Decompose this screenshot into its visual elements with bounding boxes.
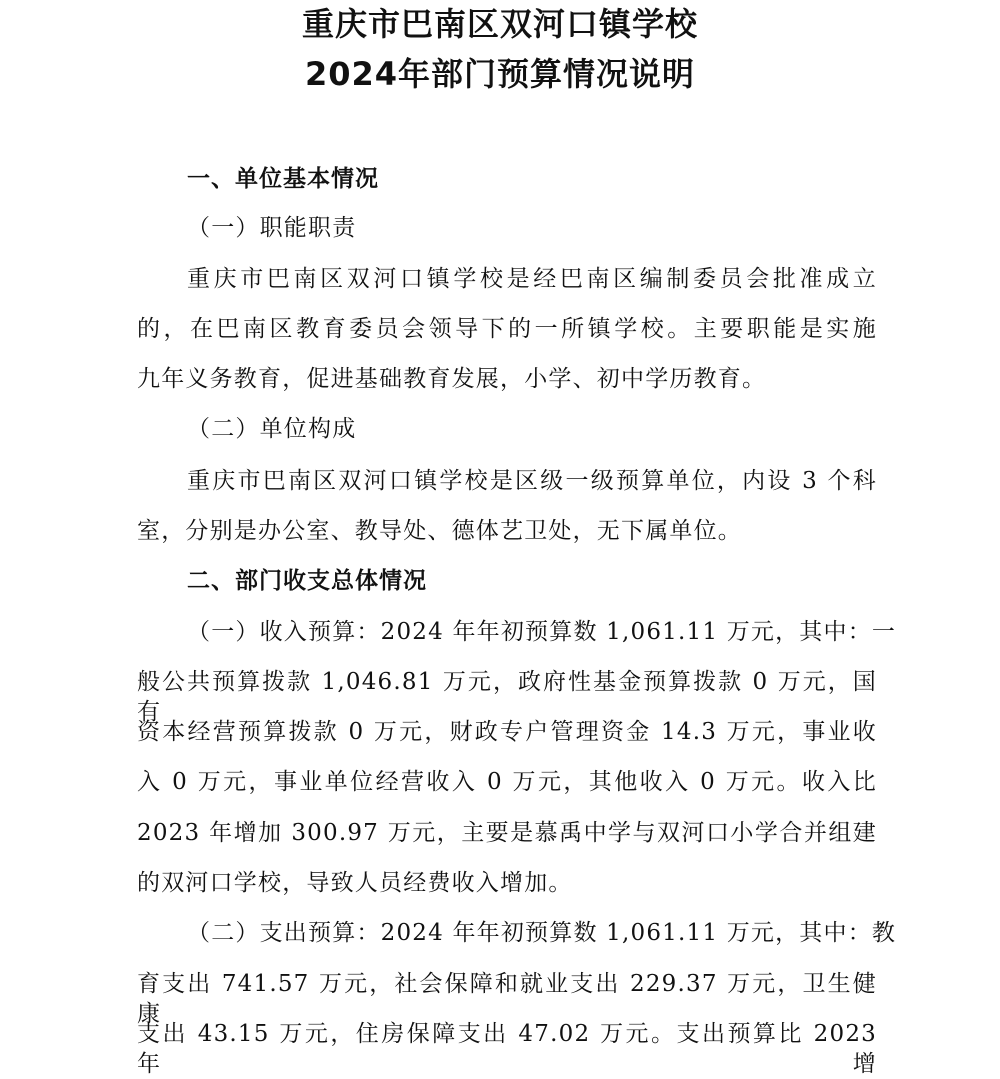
section1-sub2-heading: （二）单位构成 xyxy=(187,416,357,442)
income-line2: 般公共预算拨款 1,046.81 万元，政府性基金预算拨款 0 万元，国有 xyxy=(137,669,877,725)
document-title-line2: 2024年部门预算情况说明 xyxy=(304,55,696,93)
income-first-line xyxy=(187,617,897,647)
expense-line2: 育支出 741.57 万元，社会保障和就业支出 229.37 万元，卫生健康 xyxy=(137,971,877,1027)
section2-heading: 二、部门收支总体情况 xyxy=(187,568,427,594)
section1-sub1-heading: （一）职能职责 xyxy=(187,215,357,241)
section1-sub1-line3: 九年义务教育，促进基础教育发展，小学、初中学历教育。 xyxy=(137,366,767,392)
income-line5: 2023 年增加 300.97 万元，主要是慕禹中学与双河口小学合并组建 xyxy=(137,820,877,846)
expense-label: （二）支出预算： xyxy=(187,920,381,946)
income-line1: 2024 年年初预算数 1,061.11 万元，其中：一 xyxy=(380,619,897,645)
expense-line3: 支出 43.15 万元，住房保障支出 47.02 万元。支出预算比 2023 年增 xyxy=(137,1021,877,1077)
section1-heading: 一、单位基本情况 xyxy=(187,166,379,192)
section1-sub1-line1: 重庆市巴南区双河口镇学校是经巴南区编制委员会批准成立 xyxy=(187,266,877,292)
income-line3: 资本经营预算拨款 0 万元，财政专户管理资金 14.3 万元，事业收 xyxy=(137,719,877,745)
income-line4: 入 0 万元，事业单位经营收入 0 万元，其他收入 0 万元。收入比 xyxy=(137,769,877,795)
section1-sub2-line2: 室，分别是办公室、教导处、德体艺卫处，无下属单位。 xyxy=(137,518,742,544)
section1-sub2-line1: 重庆市巴南区双河口镇学校是区级一级预算单位，内设 3 个科 xyxy=(187,468,877,494)
document-title-line1: 重庆市巴南区双河口镇学校 xyxy=(301,5,698,43)
income-line6: 的双河口学校，导致人员经费收入增加。 xyxy=(137,870,573,896)
expense-line1: 2024 年年初预算数 1,061.11 万元，其中：教 xyxy=(380,920,897,946)
income-label: （一）收入预算： xyxy=(187,619,381,645)
expense-first-line xyxy=(187,918,897,948)
section1-sub1-line2: 的，在巴南区教育委员会领导下的一所镇学校。主要职能是实施 xyxy=(137,316,877,342)
